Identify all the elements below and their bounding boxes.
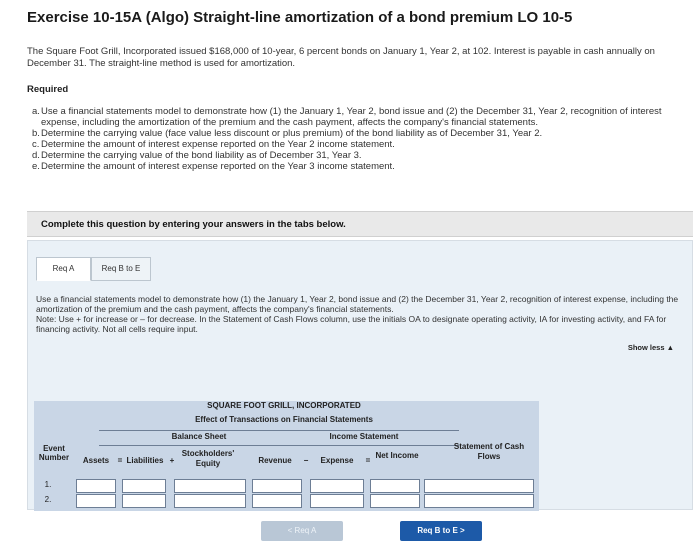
col-assets: Assets xyxy=(82,456,110,465)
show-less-toggle[interactable]: Show less ▲ xyxy=(627,343,674,352)
requirement-text: Determine the carrying value of the bond liability as of December 31, Year 3. xyxy=(41,150,362,161)
row2-revenue-input[interactable] xyxy=(252,494,302,508)
requirement-label: b. xyxy=(32,128,40,139)
row2-net-income-input[interactable] xyxy=(370,494,420,508)
tab-panel xyxy=(27,240,693,535)
requirement-label: d. xyxy=(32,150,40,161)
row-event-number: 2. xyxy=(44,495,52,504)
tab-content xyxy=(28,280,692,535)
requirement-c xyxy=(32,139,662,150)
row2-liabilities-input[interactable] xyxy=(122,494,166,508)
requirement-d xyxy=(32,150,662,161)
plus-sign: + xyxy=(169,456,175,465)
financial-statements-table xyxy=(34,401,539,511)
row1-net-income-input[interactable] xyxy=(370,479,420,493)
row2-cash-flows-input[interactable] xyxy=(424,494,534,508)
instruction-bar xyxy=(27,211,693,237)
requirement-label: e. xyxy=(32,161,40,172)
prev-tab-button[interactable]: < Req A xyxy=(261,521,343,541)
table-subtitle: Effect of Transactions on Financial Statements xyxy=(195,415,373,424)
row1-revenue-input[interactable] xyxy=(252,479,302,493)
requirement-text: Determine the amount of interest expense reported on the Year 2 income statement. xyxy=(41,139,395,150)
problem-intro: The Square Foot Grill, Incorporated issued $168,000 of 10-year, 6 percent bonds on January 1, Year 2, at 102. Interest is payable in cash annually on December 31. The straight-line method is used for amortization. xyxy=(27,46,655,69)
panel-note: Note: Use + for increase or – for decrease. In the Statement of Cash Flows column, use the initials OA to designate operating activity, IA for investing activity, and FA for financing activity. Not all cells require input. xyxy=(36,314,667,334)
row-event-number: 1. xyxy=(44,480,52,489)
header-divider xyxy=(99,430,459,431)
equals-sign: = xyxy=(117,456,123,465)
row1-assets-input[interactable] xyxy=(76,479,116,493)
required-heading: Required xyxy=(27,84,69,95)
row1-liabilities-input[interactable] xyxy=(122,479,166,493)
requirement-b xyxy=(32,128,662,139)
exercise-title: Exercise 10-15A (Algo) Straight-line amortization of a bond premium LO 10-5 xyxy=(27,9,573,26)
col-liabilities: Liabilities xyxy=(126,456,164,465)
header-divider xyxy=(99,445,459,446)
col-expense: Expense xyxy=(320,456,354,465)
tab-req-a[interactable]: Req A xyxy=(36,257,91,281)
requirement-text: Determine the carrying value (face value less discount or plus premium) of the bond liability as of December 31, Year 2. xyxy=(41,128,543,139)
balance-sheet-header: Balance Sheet xyxy=(171,432,227,441)
requirement-text: Use a financial statements model to demonstrate how (1) the January 1, Year 2, bond issue and (2) the December 31, Year 2, recognition of interest expense, including the amortization of the premium and the cash payment, affects the company's financial statements. xyxy=(41,106,662,128)
row2-assets-input[interactable] xyxy=(76,494,116,508)
row1-cash-flows-input[interactable] xyxy=(424,479,534,493)
row2-expense-input[interactable] xyxy=(310,494,364,508)
requirement-e xyxy=(32,161,662,172)
panel-instructions xyxy=(36,294,681,334)
col-revenue: Revenue xyxy=(258,456,292,465)
requirement-a xyxy=(32,106,662,128)
col-net-income: Net Income xyxy=(375,451,419,460)
col-stockholders-equity: Stockholders' Equity xyxy=(181,449,235,468)
col-statement-of-cash-flows: Statement of Cash Flows xyxy=(453,442,525,461)
instruction-text: Complete this question by entering your answers in the tabs below. xyxy=(41,219,346,230)
equals-sign: = xyxy=(365,456,371,465)
row1-expense-input[interactable] xyxy=(310,479,364,493)
row2-equity-input[interactable] xyxy=(174,494,246,508)
minus-sign: − xyxy=(303,456,309,465)
income-statement-header: Income Statement xyxy=(329,432,399,441)
row1-equity-input[interactable] xyxy=(174,479,246,493)
requirement-text: Determine the amount of interest expense reported on the Year 3 income statement. xyxy=(41,161,395,172)
requirement-label: c. xyxy=(32,139,40,150)
table-company-title: SQUARE FOOT GRILL, INCORPORATED xyxy=(207,401,361,410)
next-tab-button[interactable]: Req B to E > xyxy=(400,521,482,541)
panel-instruction-line: Use a financial statements model to demonstrate how (1) the January 1, Year 2, bond issue and (2) the December 31, Year 2, recognition of interest expense, including the amortization of the premium and the cash payment, affects the company's financial statements. xyxy=(36,294,679,314)
requirement-label: a. xyxy=(32,106,40,117)
col-event-number: Event Number xyxy=(38,444,70,462)
tab-req-b-to-e[interactable]: Req B to E xyxy=(91,257,151,281)
requirements-list xyxy=(32,106,662,172)
